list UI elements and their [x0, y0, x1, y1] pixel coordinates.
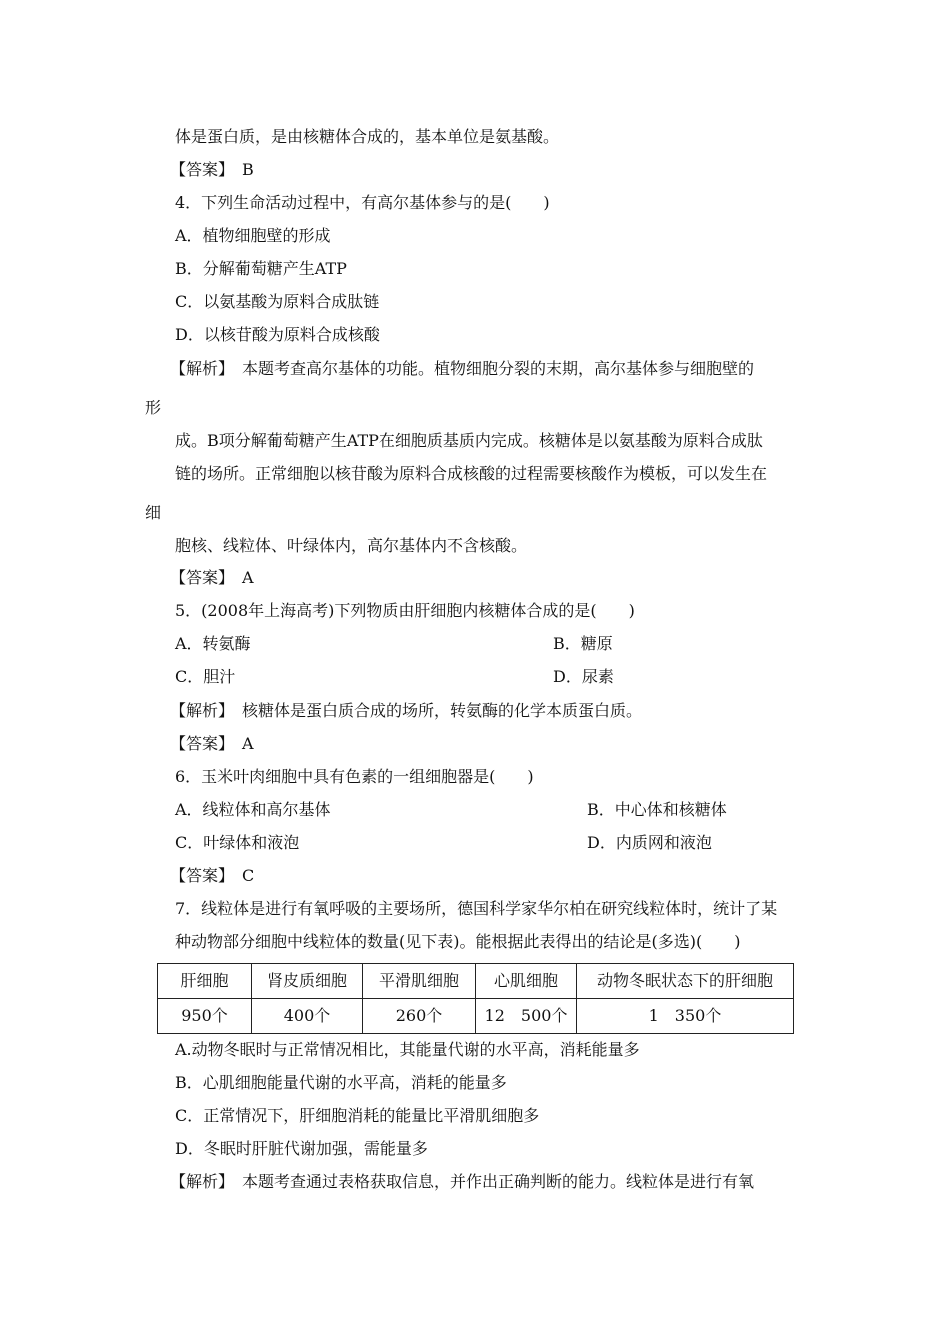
option-c: C．正常情况下，肝细胞消耗的能量比平滑肌细胞多	[175, 1106, 540, 1125]
answer-line: 【答案】 C	[170, 866, 255, 885]
answer-line: 【答案】 A	[170, 568, 254, 587]
question-7: 7．线粒体是进行有氧呼吸的主要场所，德国科学家华尔柏在研究线粒体时，统计了某	[175, 899, 778, 918]
option-d: D．尿素	[553, 667, 614, 686]
option-a: A．转氨酶	[175, 634, 251, 653]
table-header-cell: 肝细胞	[158, 964, 252, 999]
option-b: B．分解葡萄糖产生ATP	[175, 259, 347, 278]
table-cell: 950个	[158, 999, 252, 1034]
analysis-line: 胞核、线粒体、叶绿体内，高尔基体内不含核酸。	[175, 536, 528, 555]
table-cell: 400个	[252, 999, 363, 1034]
analysis-line: 【解析】 本题考查高尔基体的功能。植物细胞分裂的末期，高尔基体参与细胞壁的	[170, 359, 755, 378]
table-header-row	[158, 964, 794, 999]
analysis-line: 【解析】 核糖体是蛋白质合成的场所，转氨酶的化学本质蛋白质。	[170, 701, 643, 720]
table-cell: 12 500个	[476, 999, 577, 1034]
option-d: D．以核苷酸为原料合成核酸	[175, 325, 380, 344]
text-line: 体是蛋白质，是由核糖体合成的，基本单位是氨基酸。	[175, 127, 560, 146]
option-b: B．糖原	[553, 634, 613, 653]
option-a: A.动物冬眠时与正常情况相比，其能量代谢的水平高，消耗能量多	[175, 1040, 640, 1059]
answer-line: 【答案】 B	[170, 160, 254, 179]
analysis-line: 链的场所。正常细胞以核苷酸为原料合成核酸的过程需要核酸作为模板，可以发生在	[175, 464, 768, 483]
analysis-line: 形	[145, 398, 162, 417]
question-7: 种动物部分细胞中线粒体的数量(见下表)。能根据此表得出的结论是(多选)( )	[175, 932, 741, 951]
analysis-line: 【解析】 本题考查通过表格获取信息，并作出正确判断的能力。线粒体是进行有氧	[170, 1172, 755, 1191]
option-c: C．叶绿体和液泡	[175, 833, 300, 852]
table-header-cell: 心肌细胞	[476, 964, 577, 999]
analysis-line: 细	[145, 503, 162, 522]
table-header-cell: 平滑肌细胞	[363, 964, 476, 999]
option-c: C．以氨基酸为原料合成肽链	[175, 292, 380, 311]
analysis-line: 成。B项分解葡萄糖产生ATP在细胞质基质内完成。核糖体是以氨基酸为原料合成肽	[175, 431, 763, 450]
option-b: B．心肌细胞能量代谢的水平高，消耗的能量多	[175, 1073, 507, 1092]
table-cell: 260个	[363, 999, 476, 1034]
option-a: A．植物细胞壁的形成	[175, 226, 331, 245]
option-d: D．内质网和液泡	[587, 833, 712, 852]
option-d: D．冬眠时肝脏代谢加强，需能量多	[175, 1139, 428, 1158]
option-b: B．中心体和核糖体	[587, 800, 727, 819]
answer-line: 【答案】 A	[170, 734, 254, 753]
option-a: A．线粒体和高尔基体	[175, 800, 331, 819]
question-4: 4．下列生命活动过程中，有高尔基体参与的是( )	[175, 193, 550, 212]
question-6: 6．玉米叶肉细胞中具有色素的一组细胞器是( )	[175, 767, 534, 786]
question-5: 5．(2008年上海高考)下列物质由肝细胞内核糖体合成的是( )	[175, 601, 635, 620]
table-header-cell: 肾皮质细胞	[252, 964, 363, 999]
table-header-cell: 动物冬眠状态下的肝细胞	[577, 964, 794, 999]
option-c: C．胆汁	[175, 667, 236, 686]
table-cell: 1 350个	[577, 999, 794, 1034]
table-row	[158, 999, 794, 1034]
mitochondria-table	[157, 963, 794, 1034]
